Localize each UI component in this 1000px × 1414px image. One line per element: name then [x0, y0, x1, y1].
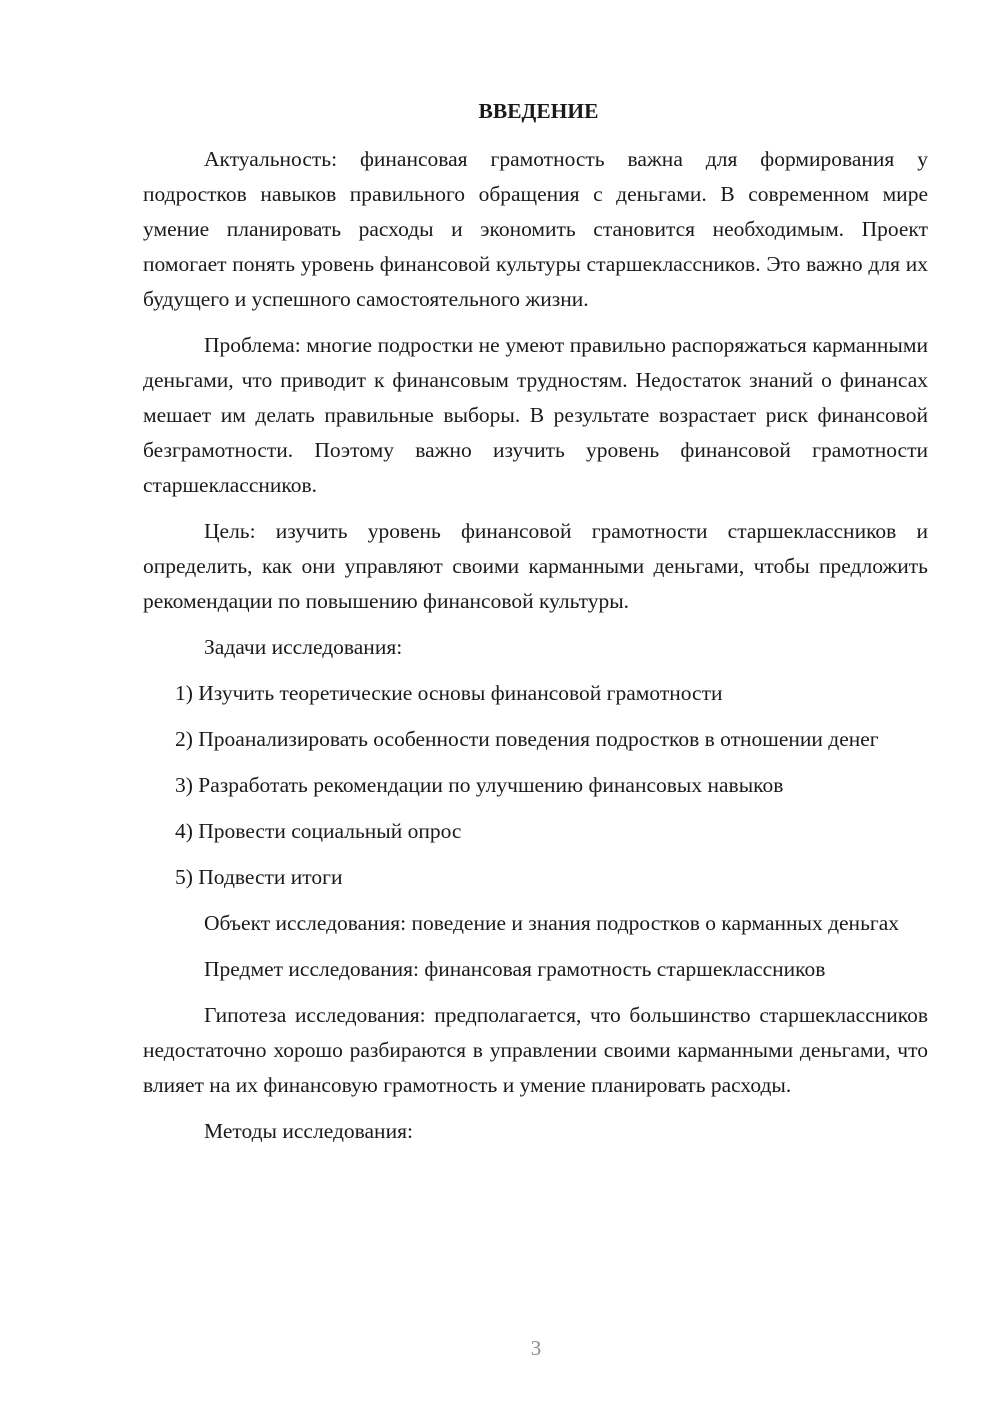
page-number: 3 — [530, 1336, 542, 1360]
task-item-5: 5) Подвести итоги — [175, 865, 343, 889]
page-content — [143, 94, 928, 1160]
task-item-2: 2) Проанализировать особенности поведения подростков в отношении денег — [175, 727, 879, 751]
task-item-3: 3) Разработать рекомендации по улучшению финансовых навыков — [175, 773, 784, 797]
paragraph-subject: Предмет исследования: финансовая грамотность старшеклассников — [204, 957, 826, 981]
paragraph-relevance: Актуальность: финансовая грамотность важна для формирования у подростков навыков правильного обращения с деньгами. В современном мире умение планировать расходы и экономить становится необходимым. Проект помогает понять уровень финансовой культуры старшеклассников. Это важно для их будущего и успешного самостоятельного жизни. — [143, 147, 928, 311]
paragraph-goal: Цель: изучить уровень финансовой грамотности старшеклассников и определить, как они управляют своими карманными деньгами, чтобы предложить рекомендации по повышению финансовой культуры. — [143, 519, 928, 613]
paragraph-problem: Проблема: многие подростки не умеют правильно распоряжаться карманными деньгами, что приводит к финансовым трудностям. Недостаток знаний о финансах мешает им делать правильные выборы. В результате возрастает риск финансовой безграмотности. Поэтому важно изучить уровень финансовой грамотности старшеклассников. — [143, 333, 928, 497]
paragraph-methods: Методы исследования: — [204, 1119, 413, 1143]
paragraph-tasks-heading: Задачи исследования: — [204, 635, 403, 659]
task-item-1: 1) Изучить теоретические основы финансовой грамотности — [175, 681, 723, 705]
paragraph-object: Объект исследования: поведение и знания подростков о карманных деньгах — [204, 911, 899, 935]
section-title: ВВЕДЕНИЕ — [478, 99, 599, 123]
paragraph-hypothesis: Гипотеза исследования: предполагается, что большинство старшеклассников недостаточно хорошо разбираются в управлении своими карманными деньгами, что влияет на их финансовую грамотность и умение планировать расходы. — [143, 1003, 928, 1097]
task-item-4: 4) Провести социальный опрос — [175, 819, 462, 843]
